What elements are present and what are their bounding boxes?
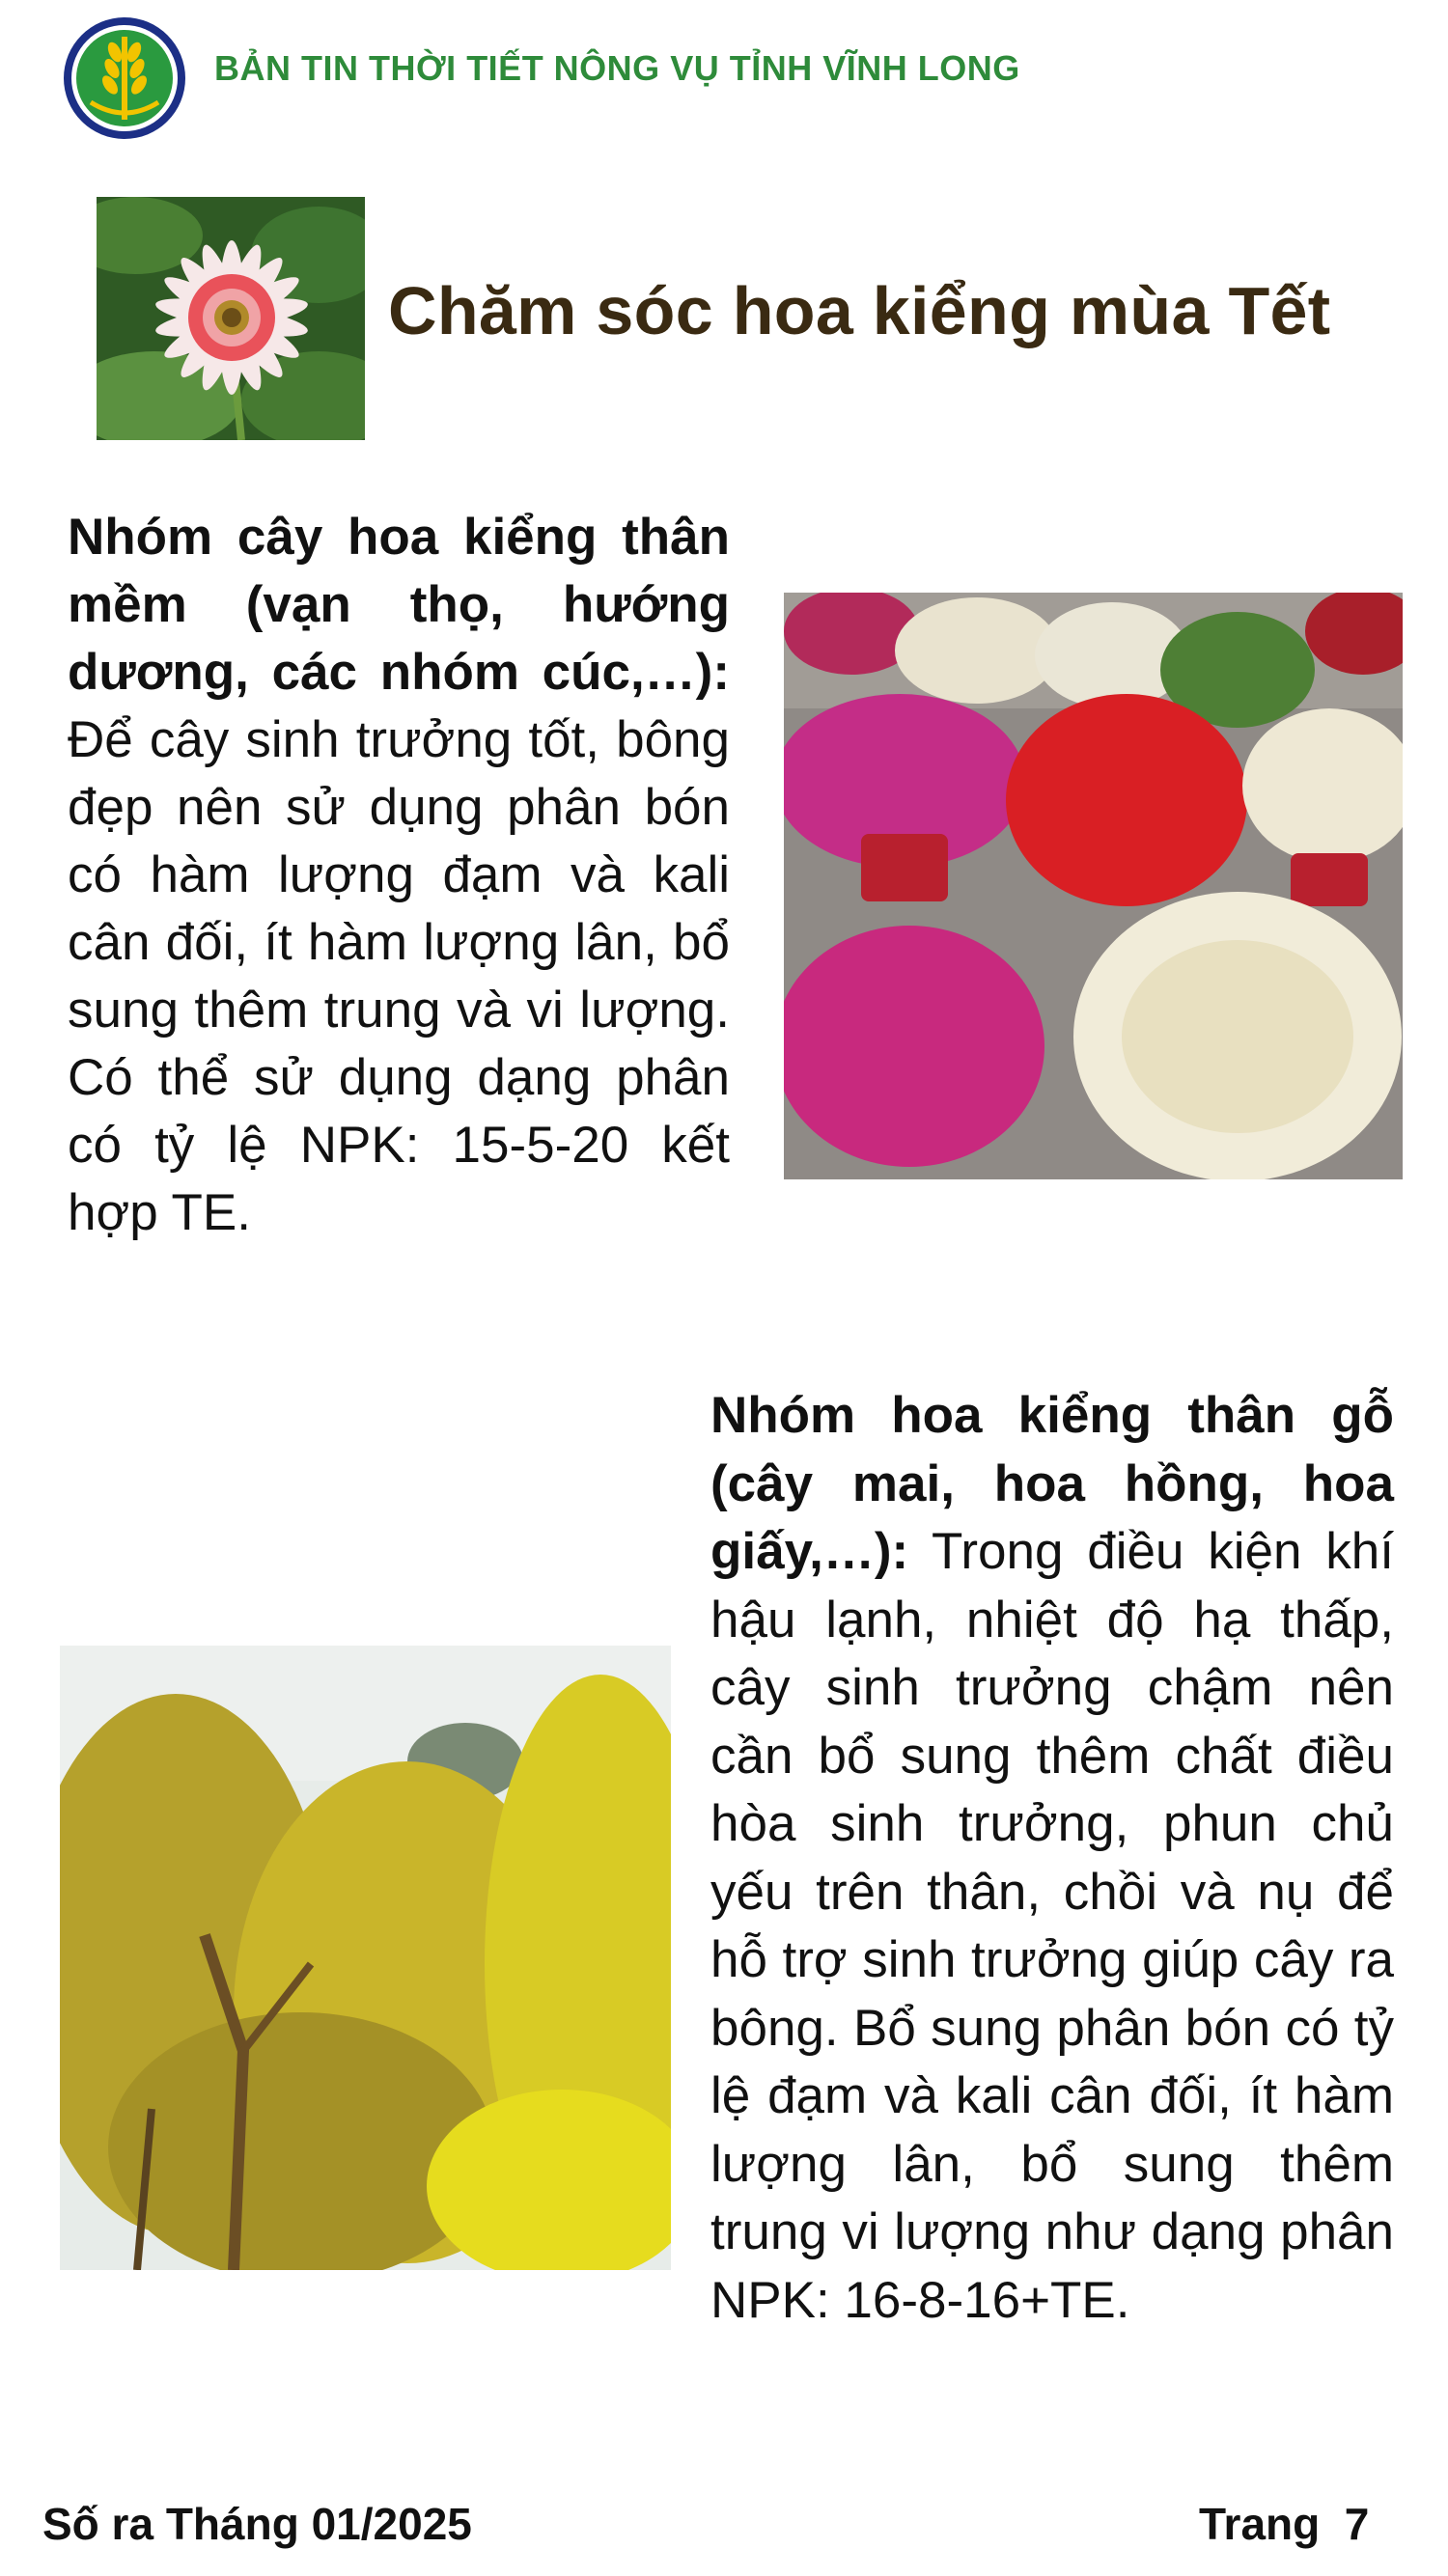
chrysanthemum-pots-photo: [784, 593, 1403, 1179]
section-heading: Nhóm hoa kiểng thân gỗ (cây mai, hoa hồng, hoa giấy,…):: [710, 1387, 1394, 1580]
agriculture-emblem-icon: [62, 15, 187, 141]
soft-stem-flowers-paragraph: [68, 504, 730, 1247]
page-title: Chăm sóc hoa kiểng mùa Tết: [388, 273, 1331, 348]
bulletin-header-title: BẢN TIN THỜI TIẾT NÔNG VỤ TỈNH VĨNH LONG: [214, 48, 1020, 88]
issue-label: Số ra Tháng 01/2025: [42, 2499, 472, 2549]
section-body: Trong điều kiện khí hậu lạnh, nhiệt độ hạ thấp, cây sinh trưởng chậm nên cần bổ sung thêm chất điều hòa sinh trưởng, phun chủ yếu trên thân, chồi và nụ để hỗ trợ sinh trưởng giúp cây ra bông. Bổ sung phân bón có tỷ lệ đạm và kali cân đối, ít hàm lượng lân, bổ sung thêm trung vi lượng như dạng phân NPK: 16-8-16+TE.: [710, 1523, 1394, 2329]
section-body: Để cây sinh trưởng tốt, bông đẹp nên sử dụng phân bón có hàm lượng đạm và kali cân đối, ít hàm lượng lân, bổ sung thêm trung và vi lượng. Có thể sử dụng dạng phân có tỷ lệ NPK: 15-5-20 kết hợp TE.: [68, 711, 730, 1241]
yellow-apricot-tree-photo: [60, 1646, 671, 2270]
logo: [62, 15, 187, 141]
page-number: Trang 7: [1199, 2499, 1370, 2549]
gerbera-flower-photo: [97, 197, 365, 440]
section-heading: Nhóm cây hoa kiểng thân mềm (vạn thọ, hướng dương, các nhóm cúc,…):: [68, 509, 730, 701]
woody-stem-flowers-paragraph: [710, 1382, 1394, 2335]
